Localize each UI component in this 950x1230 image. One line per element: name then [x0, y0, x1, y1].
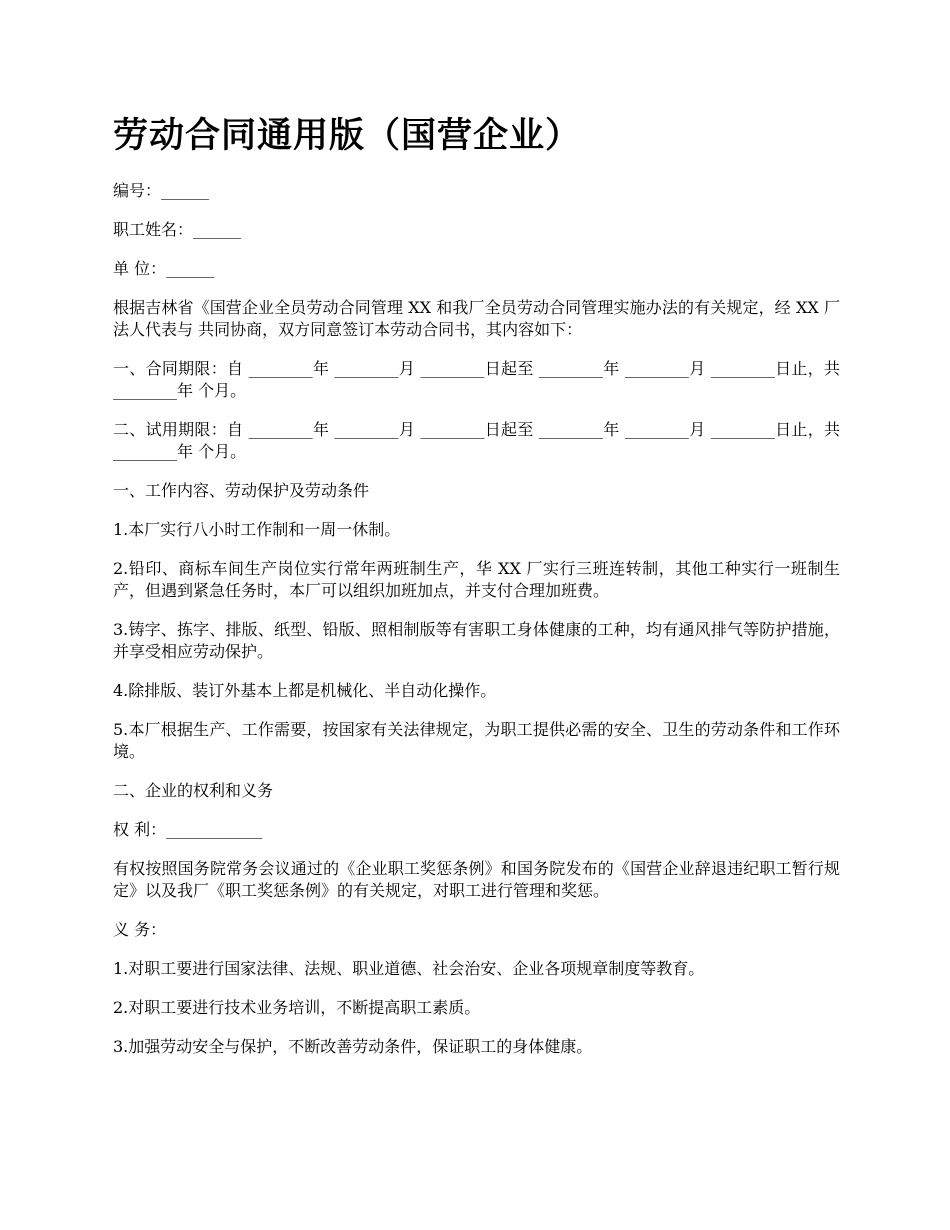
rights-label-line: 权 利：____________	[113, 820, 263, 839]
work-clause-2: 2.铅印、商标车间生产岗位实行常年两班制生产，华 XX 厂实行三班连转制，其他工种实行一班制生产，但遇到紧急任务时，本厂可以组织加班加点，并支付合理加班费。	[113, 559, 840, 600]
preamble-paragraph: 根据吉林省《国营企业全员劳动合同管理 XX 和我厂全员劳动合同管理实施办法的有关规定，经 XX 厂法人代表与 共同协商，双方同意签订本劳动合同书，其内容如下：	[113, 298, 840, 339]
duty-clause-1: 1.对职工要进行国家法律、法规、职业道德、社会治安、企业各项规章制度等教育。	[113, 959, 705, 978]
work-clause-4: 4.除排版、装订外基本上都是机械化、半自动化操作。	[113, 681, 497, 700]
work-clause-3: 3.铸字、拣字、排版、纸型、铅版、照相制版等有害职工身体健康的工种，均有通风排气等防护措施，并享受相应劳动保护。	[113, 620, 840, 661]
section-heading-rights-duties: 二、企业的权利和义务	[113, 781, 274, 800]
employee-name-line: 职工姓名：______	[113, 220, 242, 239]
document-title: 劳动合同通用版（国营企业）	[113, 115, 582, 156]
rights-paragraph: 有权按照国务院常务会议通过的《企业职工奖惩条例》和国务院发布的《国营企业辞退违纪职工暂行规定》以及我厂《职工奖惩条例》的有关规定，对职工进行管理和奖惩。	[113, 859, 840, 900]
duties-label-line: 义 务：	[113, 920, 167, 939]
contract-term-paragraph: 一、合同期限：自 ________年 ________月 ________日起至 ________年 ________月 ________日止，共 ________年 个月。	[113, 359, 846, 400]
contract-number-line: 编号：______	[113, 181, 210, 200]
probation-term-paragraph: 二、试用期限：自 ________年 ________月 ________日起至 ________年 ________月 ________日止，共 ________年 个月。	[113, 420, 846, 461]
duty-clause-2: 2.对职工要进行技术业务培训，不断提高职工素质。	[113, 998, 481, 1017]
document-body	[113, 180, 846, 1075]
work-unit-line: 单 位：______	[113, 259, 215, 278]
duty-clause-3: 3.加强劳动安全与保护，不断改善劳动条件，保证职工的身体健康。	[113, 1037, 593, 1056]
section-heading-work-content: 一、工作内容、劳动保护及劳动条件	[113, 481, 370, 500]
work-clause-1: 1.本厂实行八小时工作制和一周一休制。	[113, 520, 401, 539]
work-clause-5: 5.本厂根据生产、工作需要，按国家有关法律规定，为职工提供必需的安全、卫生的劳动条件和工作环境。	[113, 720, 840, 761]
